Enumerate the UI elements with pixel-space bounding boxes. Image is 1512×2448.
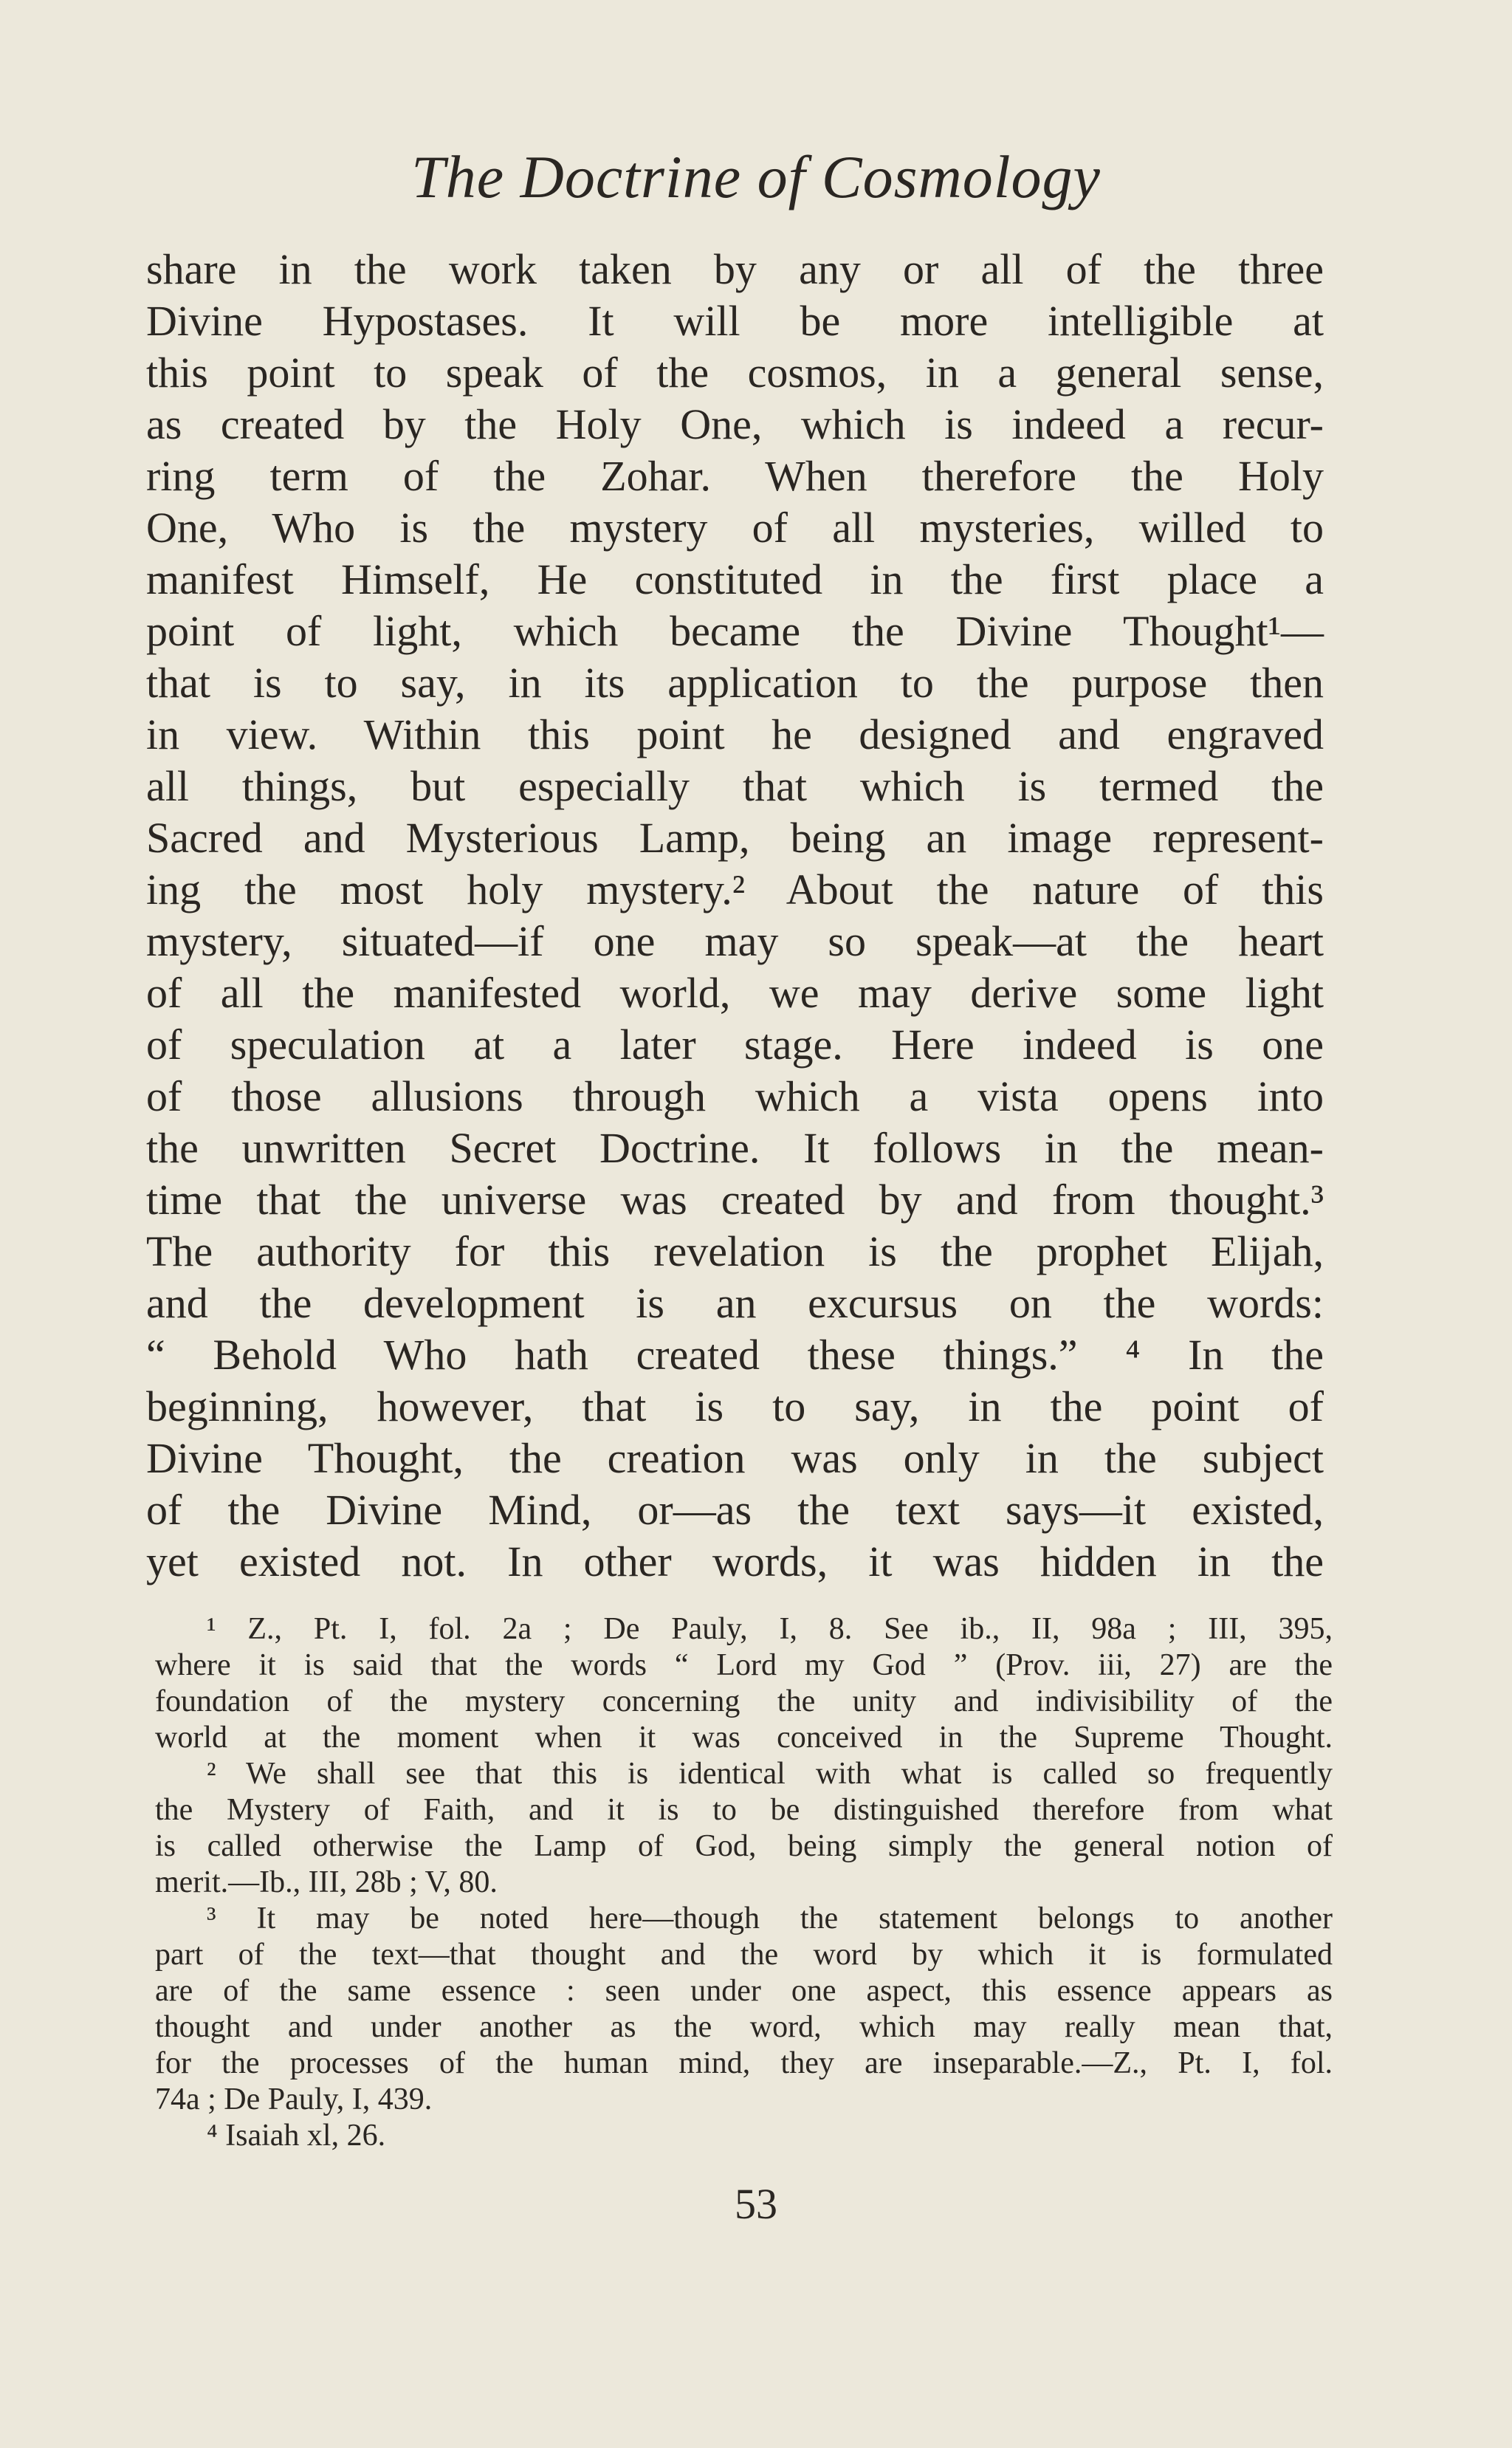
footnote-line: ³ It may be noted here—though the statement belongs to another (207, 1902, 1333, 1936)
body-line: this point to speak of the cosmos, in a general sense, (146, 349, 1324, 397)
body-line: mystery, situated—if one may so speak—at the heart (146, 917, 1324, 965)
footnote-line: 74a ; De Pauly, I, 439. (155, 2082, 433, 2116)
body-line: “ Behold Who hath created these things.” ⁴ In the (146, 1331, 1324, 1379)
body-line: all things, but especially that which is termed the (146, 762, 1324, 810)
footnote-line: ² We shall see that this is identical with what is called so frequently (207, 1757, 1333, 1791)
body-line: and the development is an excursus on the words: (146, 1279, 1324, 1327)
footnote-line: for the processes of the human mind, they are inseparable.—Z., Pt. I, fol. (155, 2046, 1333, 2080)
footnote-line: are of the same essence : seen under one aspect, this essence appears as (155, 1974, 1333, 2008)
body-text (146, 244, 1324, 1588)
running-head: The Doctrine of Cosmology (411, 143, 1101, 210)
body-line: in view. Within this point he designed and engraved (146, 710, 1324, 758)
body-line: ing the most holy mystery.² About the nature of this (146, 865, 1324, 913)
footnote-line: ⁴ Isaiah xl, 26. (207, 2119, 386, 2153)
footnote-line: part of the text—that thought and the word by which it is formulated (155, 1938, 1333, 1972)
footnote-line: ¹ Z., Pt. I, fol. 2a ; De Pauly, I, 8. See ib., II, 98a ; III, 395, (207, 1612, 1333, 1646)
body-line: time that the universe was created by and from thought.³ (146, 1176, 1324, 1224)
body-line: as created by the Holy One, which is indeed a recur- (146, 400, 1324, 448)
footnote-line: thought and under another as the word, which may really mean that, (155, 2010, 1333, 2044)
body-line: Divine Hypostases. It will be more intelligible at (146, 297, 1324, 345)
body-line: yet existed not. In other words, it was hidden in the (146, 1537, 1324, 1585)
body-line: manifest Himself, He constituted in the first place a (146, 555, 1324, 603)
body-line: of all the manifested world, we may derive some light (146, 969, 1324, 1017)
footnote-line: the Mystery of Faith, and it is to be distinguished therefore from what (155, 1793, 1333, 1827)
body-line: The authority for this revelation is the prophet Elijah, (146, 1227, 1324, 1275)
page-number: 53 (735, 2180, 777, 2228)
footnote-line: is called otherwise the Lamp of God, being simply the general notion of (155, 1829, 1333, 1863)
body-line: of the Divine Mind, or—as the text says—it existed, (146, 1486, 1324, 1534)
body-line: Sacred and Mysterious Lamp, being an image represent- (146, 814, 1324, 862)
body-line: of those allusions through which a vista opens into (146, 1072, 1324, 1120)
footnote-line: merit.—Ib., III, 28b ; V, 80. (155, 1865, 498, 1899)
footnotes (155, 1611, 1333, 2154)
body-line: Divine Thought, the creation was only in the subject (146, 1434, 1324, 1482)
body-line: One, Who is the mystery of all mysteries, willed to (146, 504, 1324, 552)
footnote-line: world at the moment when it was conceived in the Supreme Thought. (155, 1721, 1333, 1755)
body-line: point of light, which became the Divine Thought¹— (146, 607, 1324, 655)
body-line: that is to say, in its application to the purpose then (146, 659, 1324, 707)
footnote-line: foundation of the mystery concerning the unity and indivisibility of the (155, 1684, 1333, 1718)
body-line: share in the work taken by any or all of the three (146, 245, 1324, 293)
body-line: beginning, however, that is to say, in the point of (146, 1382, 1324, 1430)
footnote-line: where it is said that the words “ Lord my God ” (Prov. iii, 27) are the (155, 1648, 1333, 1682)
body-line: ring term of the Zohar. When therefore the Holy (146, 452, 1324, 500)
body-line: of speculation at a later stage. Here indeed is one (146, 1021, 1324, 1069)
body-line: the unwritten Secret Doctrine. It follows in the mean- (146, 1124, 1324, 1172)
